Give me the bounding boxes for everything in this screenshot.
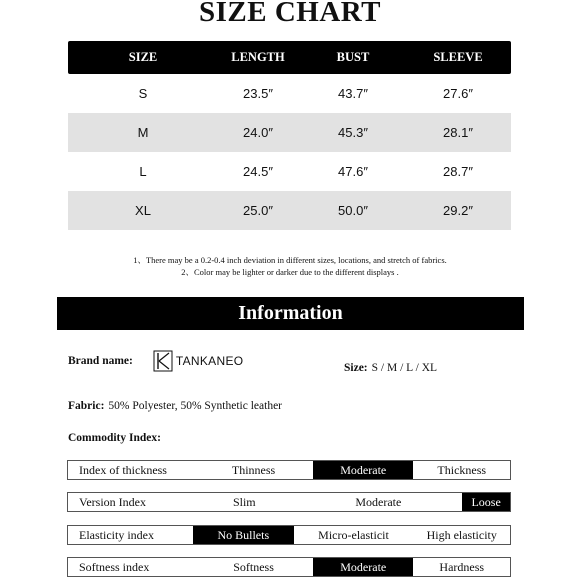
- size-chart-header: [68, 41, 511, 74]
- fabric-value: 50% Polyester, 50% Synthetic leather: [108, 400, 283, 412]
- index-option: Thinness: [231, 462, 276, 477]
- size-info: [344, 358, 437, 376]
- cell-bust: 47.6″: [338, 164, 368, 179]
- size-chart-table: [68, 41, 511, 230]
- cell-sleeve: 27.6″: [443, 86, 473, 101]
- table-row: [68, 191, 511, 230]
- index-option: High elasticity: [426, 527, 497, 542]
- index-row-version: [67, 492, 511, 512]
- cell-bust: 43.7″: [338, 86, 368, 101]
- header-size: SIZE: [128, 50, 158, 64]
- cell-size: XL: [135, 203, 151, 218]
- index-option: Hardness: [439, 559, 485, 574]
- index-option: Slim: [232, 494, 256, 509]
- cell-length: 24.5″: [243, 164, 273, 179]
- tankaneo-logo-icon: [153, 350, 173, 372]
- index-option: Moderate: [355, 494, 402, 509]
- note-color: 2、Color may be lighter or darker due to the different displays .: [181, 267, 399, 277]
- fabric-info: [68, 396, 282, 414]
- brand-row: [68, 350, 243, 372]
- index-row-softness: [67, 557, 511, 577]
- index-name: Elasticity index: [79, 527, 154, 542]
- cell-length: 24.0″: [243, 125, 273, 140]
- cell-length: 25.0″: [243, 203, 273, 218]
- index-row-thickness: [67, 460, 511, 480]
- brand-logo-text: TANKANEO: [175, 354, 244, 368]
- cell-size: L: [139, 164, 147, 179]
- index-name: Version Index: [79, 494, 146, 509]
- index-name: Softness index: [79, 559, 150, 574]
- fabric-label: Fabric:: [68, 400, 105, 412]
- commodity-index-label: Commodity Index:: [68, 432, 161, 444]
- index-name: Index of thickness: [79, 462, 167, 477]
- cell-bust: 50.0″: [338, 203, 368, 218]
- index-row-elasticity: [67, 525, 511, 545]
- header-length: LENGTH: [231, 50, 285, 64]
- header-bust: BUST: [336, 50, 370, 64]
- brand-label: Brand name:: [68, 355, 133, 367]
- size-label: Size:: [344, 362, 368, 374]
- header-sleeve: SLEEVE: [433, 50, 483, 64]
- index-option-selected: Loose: [462, 493, 510, 511]
- index-option: Micro-elasticit: [318, 527, 389, 542]
- table-row: [68, 152, 511, 191]
- index-option-selected: Moderate: [313, 558, 413, 576]
- brand-logo: [153, 350, 244, 372]
- cell-length: 23.5″: [243, 86, 273, 101]
- cell-sleeve: 28.7″: [443, 164, 473, 179]
- table-row: [68, 113, 511, 152]
- information-banner: Information: [57, 297, 524, 330]
- cell-sleeve: 29.2″: [443, 203, 473, 218]
- index-option-selected: No Bullets: [193, 526, 293, 544]
- note-deviation: 1、There may be a 0.2-0.4 inch deviation in different sizes, locations, and stretch of fabrics.: [133, 255, 447, 265]
- table-row: [68, 74, 511, 113]
- index-option: Softness: [233, 559, 274, 574]
- cell-sleeve: 28.1″: [443, 125, 473, 140]
- index-option-selected: Moderate: [313, 461, 413, 479]
- page-title: SIZE CHART: [198, 0, 382, 28]
- index-option: Thickness: [437, 462, 487, 477]
- cell-size: M: [137, 125, 149, 140]
- cell-size: S: [138, 86, 148, 101]
- size-value: S / M / L / XL: [371, 362, 438, 374]
- cell-bust: 45.3″: [338, 125, 368, 140]
